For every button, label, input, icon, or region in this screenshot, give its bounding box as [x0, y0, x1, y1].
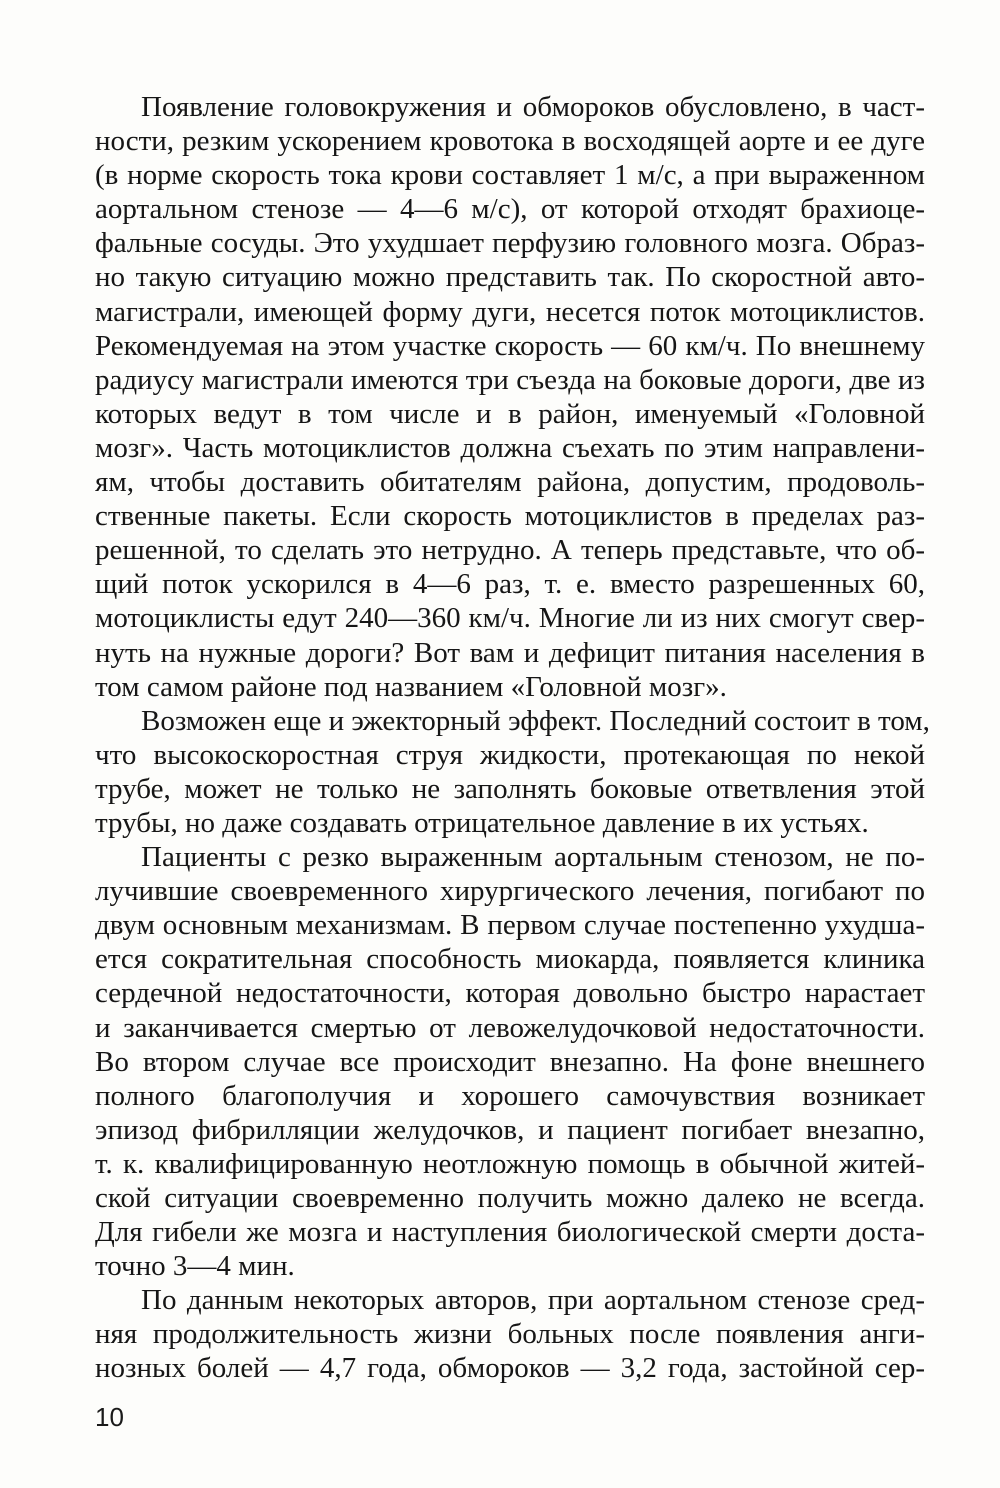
- text-line: няя продолжительность жизни больных после появления анги-: [95, 1318, 925, 1351]
- text-line: эпизод фибрилляции желудочков, и пациент погибает внезапно,: [95, 1113, 925, 1146]
- text-line: Возможен еще и эжекторный эффект. Последний состоит в том,: [141, 704, 930, 737]
- text-line: решенной, то сделать это нетрудно. А теперь представьте, что об-: [95, 534, 925, 567]
- text-line: что высокоскоростная струя жидкости, протекающая по некой: [95, 738, 925, 771]
- text-line: лучившие своевременного хирургического лечения, погибают по: [95, 875, 925, 908]
- text-line: Рекомендуемая на этом участке скорость — 60 км/ч. По внешнему: [95, 329, 925, 362]
- text-line: ности, резким ускорением кровотока в восходящей аорте и ее дуге: [95, 125, 925, 158]
- text-line: но такую ситуацию можно представить так. По скоростной авто-: [95, 261, 925, 294]
- text-line: ственные пакеты. Если скорость мотоциклистов в пределах раз-: [95, 500, 925, 533]
- text-line: двум основным механизмам. В первом случае постепенно ухудша-: [95, 909, 925, 942]
- text-line: ям, чтобы доставить обитателям района, допустим, продоволь-: [95, 466, 925, 499]
- text-line: Во втором случае все происходит внезапно. На фоне внешнего: [95, 1045, 925, 1078]
- body-text: [95, 90, 930, 1386]
- paragraph: [95, 704, 930, 840]
- text-line: магистрали, имеющей форму дуги, несется поток мотоциклистов.: [95, 295, 925, 328]
- text-line: мозг». Часть мотоциклистов должна съехать по этим направлени-: [95, 431, 925, 464]
- text-line: мотоциклисты едут 240—360 км/ч. Многие ли из них смогут свер-: [95, 602, 925, 635]
- text-line: полного благополучия и хорошего самочувствия возникает: [95, 1079, 925, 1112]
- text-line: аортальном стенозе — 4—6 м/с), от которой отходят брахиоце-: [95, 193, 925, 226]
- paragraph: [95, 840, 925, 1283]
- text-line: том самом районе под названием «Головной мозг».: [95, 670, 727, 703]
- paragraph: [95, 90, 925, 704]
- text-line: точно 3—4 мин.: [95, 1250, 295, 1283]
- text-line: фальные сосуды. Это ухудшает перфузию головного мозга. Образ-: [95, 227, 925, 260]
- paragraph: [95, 1283, 925, 1385]
- text-line: и заканчивается смертью от левожелудочковой недостаточности.: [95, 1011, 925, 1044]
- text-line: сердечной недостаточности, которая довольно быстро нарастает: [95, 977, 925, 1010]
- text-line: т. к. квалифицированную неотложную помощь в обычной житей-: [95, 1147, 925, 1180]
- text-line: которых ведут в том числе и в район, именуемый «Головной: [95, 397, 925, 430]
- text-line: По данным некоторых авторов, при аортальном стенозе сред-: [141, 1284, 925, 1317]
- text-line: трубе, может не только не заполнять боковые ответвления этой: [95, 772, 925, 805]
- text-line: щий поток ускорился в 4—6 раз, т. е. вместо разрешенных 60,: [95, 568, 925, 601]
- text-line: Пациенты с резко выраженным аортальным стенозом, не по-: [141, 841, 925, 874]
- text-line: ской ситуации своевременно получить можно далеко не всегда.: [95, 1182, 925, 1214]
- text-line: ется сократительная способность миокарда, появляется клиника: [95, 943, 925, 976]
- text-line: нозных болей — 4,7 года, обмороков — 3,2 года, застойной сер-: [95, 1352, 925, 1385]
- text-line: Для гибели же мозга и наступления биологической смерти доста-: [95, 1216, 925, 1249]
- text-line: трубы, но даже создавать отрицательное давление в их устьях.: [95, 806, 869, 839]
- page-number: 10: [95, 1402, 124, 1432]
- text-line: нуть на нужные дороги? Вот вам и дефицит питания населения в: [95, 636, 925, 669]
- text-line: Появление головокружения и обмороков обусловлено, в част-: [141, 91, 925, 123]
- text-line: (в норме скорость тока крови составляет 1 м/с, а при выраженном: [95, 159, 925, 192]
- text-line: радиусу магистрали имеются три съезда на боковые дороги, две из: [95, 363, 925, 396]
